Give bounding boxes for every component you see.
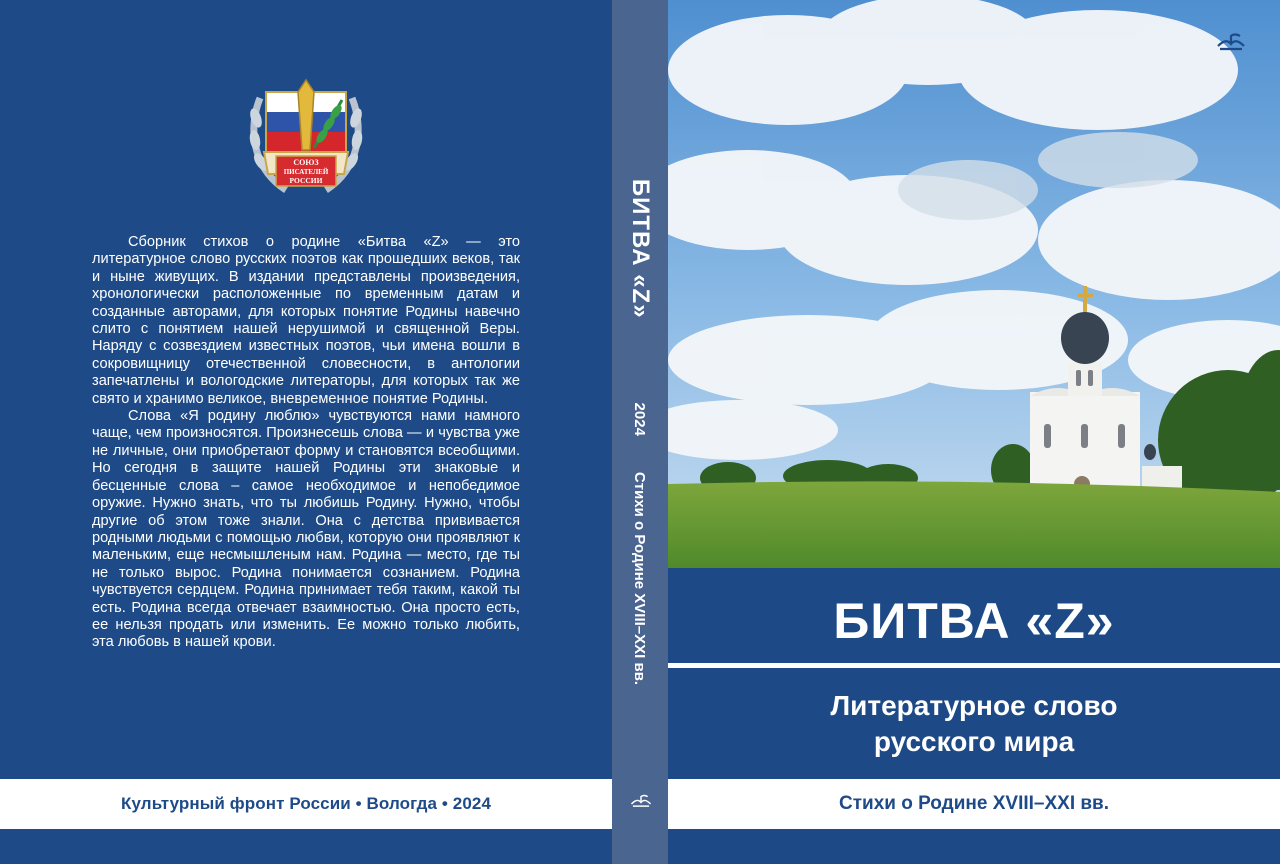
book-subtitle <box>668 688 1280 760</box>
blurb-paragraph-1: Сборник стихов о родине «Битва «Z» — это литературное слово русских поэтов как прошедших веков, так и ныне живущих. В издании представлены произведения, хронологически расположенные по временным датам и созданные авторами, для которых понятие Родины навечно слито с понятием нашей нерушимой и священной Веры. Наряду с созвездием известных поэтов, чьи имена вошли в сокровищницу отечественной словесности, в антологии запечатлены и вологодские литераторы, для которых так же свято и хранимо великое, вневременное понятие Родины. <box>92 234 520 407</box>
subtitle-line-1: Литературное слово <box>830 690 1118 721</box>
book-title: БИТВА «Z» <box>833 593 1115 649</box>
emblem-text-3: РОССИИ <box>289 176 323 185</box>
spine-subtitle: Стихи о Родине XVIII–XXI вв. <box>631 471 649 686</box>
back-cover-blurb <box>92 234 520 652</box>
publisher-line: Культурный фронт России • Вологда • 2024 <box>120 794 492 813</box>
emblem-text-2: ПИСАТЕЛЕЙ <box>283 168 329 176</box>
subtitle-line-2: русского мира <box>873 726 1075 757</box>
blurb-paragraph-2: Слова «Я родину люблю» чувствуются нами намного чаще, чем произносятся. Произнесешь слова — и чувства уже не личные, они приобретают форму и становятся всеобщими. Но сегодня в защите нашей Родины эти знаковые и бесценные слова – самое необходимое и непобедимое оружие. Нужно знать, что ты любишь Родину. Нужно, чтобы другие об этом тоже знали. Она с детства прививается родными людьми с помощью любви, которую они проявляют к маленьким, еще несмышленым нам. Родина — место, где ты не только вырос. Родина понимается сознанием. Родина чувствуется сердцем. Родина принимает тебя таким, какой ты есть. Родина всегда отвечает взаимностью. Она просто есть, ее нельзя продать или изменить. Ее можно только любить, эта любовь в нашей крови. <box>92 408 520 651</box>
spine-title: БИТВА «Z» <box>627 178 654 319</box>
back-bottom-band <box>0 779 612 829</box>
publisher-book-logo-icon <box>1216 32 1246 52</box>
front-bottom-band <box>668 779 1280 829</box>
emblem-text-1: СОЮЗ <box>293 158 319 167</box>
spine-text <box>626 179 654 685</box>
publisher-book-logo-icon <box>630 793 652 809</box>
title-divider <box>668 663 1280 668</box>
front-band-text: Стихи о Родине XVIII–XXI вв. <box>838 793 1110 814</box>
cover-photo-church-landscape <box>668 0 1280 568</box>
spine-year: 2024 <box>631 402 649 436</box>
writers-union-emblem-icon <box>246 78 366 202</box>
